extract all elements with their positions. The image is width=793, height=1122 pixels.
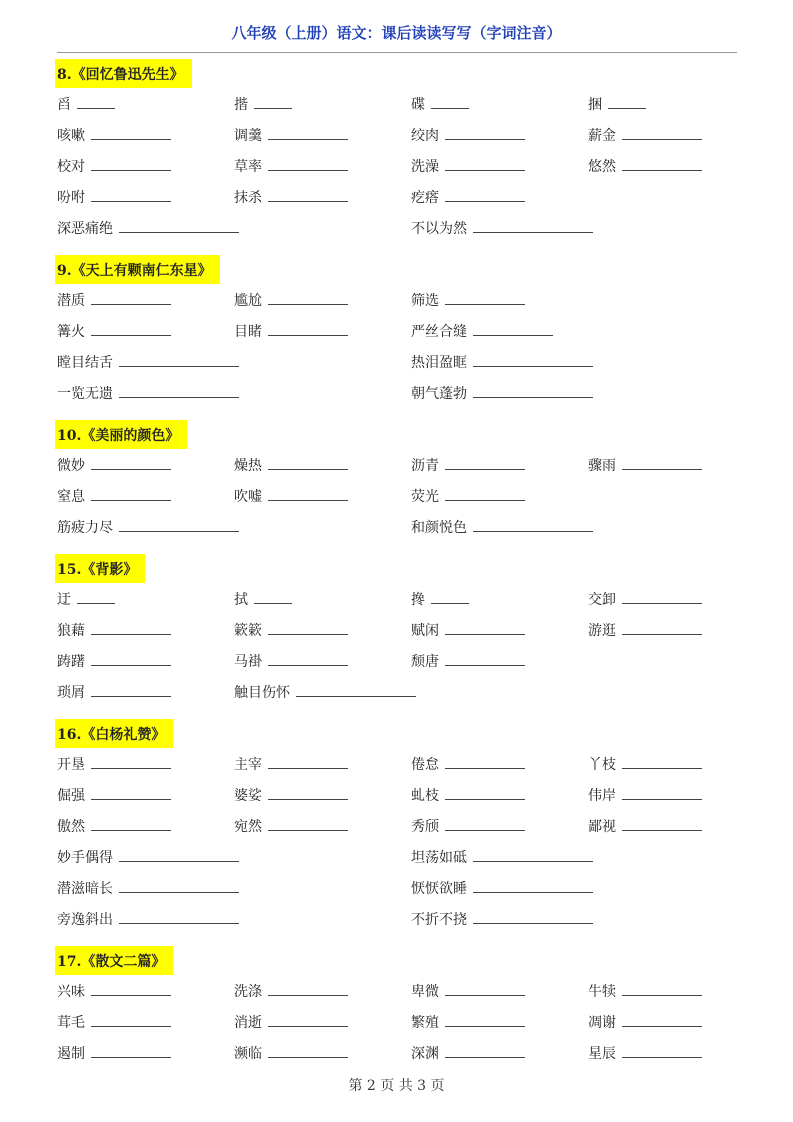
vocab-item (234, 187, 348, 207)
pinyin-answer-blank[interactable] (268, 321, 348, 336)
vocab-item (588, 981, 702, 1001)
vocab-word: 傲然 (57, 819, 85, 835)
pinyin-answer-blank[interactable] (622, 816, 702, 831)
vocab-item (411, 517, 593, 537)
pinyin-answer-blank[interactable] (91, 816, 171, 831)
pinyin-answer-blank[interactable] (254, 589, 292, 604)
vocab-word: 调羹 (234, 128, 262, 144)
vocab-item (234, 156, 348, 176)
vocab-word: 兴味 (57, 984, 85, 1000)
vocab-word: 燥热 (234, 458, 262, 474)
pinyin-answer-blank[interactable] (268, 156, 348, 171)
pinyin-answer-blank[interactable] (445, 486, 525, 501)
vocab-item (57, 486, 171, 506)
vocab-word: 潜质 (57, 293, 85, 309)
word-row (57, 517, 737, 548)
vocab-item (57, 455, 171, 475)
word-row (57, 847, 737, 878)
vocab-word: 游逛 (588, 623, 616, 639)
pinyin-answer-blank[interactable] (431, 94, 469, 109)
vocab-item (588, 1043, 702, 1063)
lesson-section (57, 554, 737, 713)
vocab-word: 虬枝 (411, 788, 439, 804)
vocab-word: 卑微 (411, 984, 439, 1000)
vocab-word: 洗涤 (234, 984, 262, 1000)
vocab-item (588, 156, 702, 176)
pinyin-answer-blank[interactable] (473, 517, 593, 532)
vocab-word: 碟 (411, 97, 425, 113)
word-row (57, 620, 737, 651)
pinyin-answer-blank[interactable] (296, 682, 416, 697)
vocab-item (588, 816, 702, 836)
vocab-word: 筛选 (411, 293, 439, 309)
vocab-word: 凋谢 (588, 1015, 616, 1031)
pinyin-answer-blank[interactable] (268, 651, 348, 666)
section-title: 16.《白杨礼赞》 (55, 719, 173, 748)
vocab-word: 尴尬 (234, 293, 262, 309)
vocab-word: 狼藉 (57, 623, 85, 639)
vocab-word: 旁逸斜出 (57, 912, 113, 928)
pinyin-answer-blank[interactable] (473, 352, 593, 367)
word-row (57, 218, 737, 249)
vocab-item (57, 589, 115, 609)
section-title: 9.《天上有颗南仁东星》 (55, 255, 220, 284)
word-row (57, 909, 737, 940)
vocab-item (57, 651, 171, 671)
vocab-item (234, 785, 348, 805)
vocab-word: 疙瘩 (411, 190, 439, 206)
vocab-word: 洗澡 (411, 159, 439, 175)
section-title: 10.《美丽的颜色》 (55, 420, 187, 449)
pinyin-answer-blank[interactable] (91, 754, 171, 769)
vocab-word: 鄙视 (588, 819, 616, 835)
vocab-word: 濒临 (234, 1046, 262, 1062)
vocab-word: 薪金 (588, 128, 616, 144)
section-title: 8.《回忆鲁迅先生》 (55, 59, 192, 88)
pinyin-answer-blank[interactable] (119, 878, 239, 893)
pinyin-answer-blank[interactable] (268, 187, 348, 202)
pinyin-answer-blank[interactable] (268, 620, 348, 635)
header-divider (57, 52, 737, 53)
vocab-item (588, 589, 702, 609)
vocab-item (411, 816, 525, 836)
vocab-item (57, 878, 239, 898)
pinyin-answer-blank[interactable] (268, 455, 348, 470)
pinyin-answer-blank[interactable] (622, 981, 702, 996)
vocab-word: 伟岸 (588, 788, 616, 804)
vocab-word: 舀 (57, 97, 71, 113)
lesson-section (57, 59, 737, 249)
vocab-word: 不折不挠 (411, 912, 467, 928)
vocab-word: 校对 (57, 159, 85, 175)
pinyin-answer-blank[interactable] (622, 620, 702, 635)
lesson-section (57, 255, 737, 414)
pinyin-answer-blank[interactable] (622, 754, 702, 769)
pinyin-answer-blank[interactable] (91, 125, 171, 140)
pinyin-answer-blank[interactable] (445, 290, 525, 305)
vocab-word: 搀 (411, 592, 425, 608)
vocab-word: 簌簌 (234, 623, 262, 639)
word-row (57, 1043, 737, 1074)
lesson-section (57, 946, 737, 1074)
vocab-word: 迂 (57, 592, 71, 608)
vocab-item (57, 125, 171, 145)
vocab-word: 倔强 (57, 788, 85, 804)
word-row (57, 290, 737, 321)
lesson-section (57, 719, 737, 940)
vocab-word: 荧光 (411, 489, 439, 505)
vocab-item (411, 321, 553, 341)
pinyin-answer-blank[interactable] (473, 321, 553, 336)
vocab-word: 悠然 (588, 159, 616, 175)
word-row (57, 878, 737, 909)
word-row (57, 816, 737, 847)
pinyin-answer-blank[interactable] (91, 486, 171, 501)
pinyin-answer-blank[interactable] (445, 125, 525, 140)
vocab-word: 主宰 (234, 757, 262, 773)
pinyin-answer-blank[interactable] (91, 651, 171, 666)
vocab-word: 赋闲 (411, 623, 439, 639)
vocab-item (411, 290, 525, 310)
pinyin-answer-blank[interactable] (445, 1043, 525, 1058)
vocab-word: 草率 (234, 159, 262, 175)
vocab-item (57, 620, 171, 640)
vocab-word: 微妙 (57, 458, 85, 474)
worksheet-content (57, 59, 737, 1080)
vocab-item (411, 218, 593, 238)
vocab-word: 茸毛 (57, 1015, 85, 1031)
word-row (57, 125, 737, 156)
pinyin-answer-blank[interactable] (431, 589, 469, 604)
vocab-word: 窒息 (57, 489, 85, 505)
vocab-word: 严丝合缝 (411, 324, 467, 340)
pinyin-answer-blank[interactable] (622, 1012, 702, 1027)
pinyin-answer-blank[interactable] (445, 620, 525, 635)
pinyin-answer-blank[interactable] (268, 785, 348, 800)
vocab-word: 坦荡如砥 (411, 850, 467, 866)
vocab-item (57, 352, 239, 372)
pinyin-answer-blank[interactable] (622, 125, 702, 140)
section-title: 15.《背影》 (55, 554, 145, 583)
vocab-item (411, 909, 593, 929)
vocab-item (588, 125, 702, 145)
word-row (57, 156, 737, 187)
word-row (57, 754, 737, 785)
vocab-item (234, 589, 292, 609)
pinyin-answer-blank[interactable] (268, 816, 348, 831)
word-row (57, 981, 737, 1012)
vocab-word: 不以为然 (411, 221, 467, 237)
vocab-word: 拭 (234, 592, 248, 608)
vocab-item (411, 981, 525, 1001)
vocab-item (234, 125, 348, 145)
vocab-word: 沥青 (411, 458, 439, 474)
vocab-item (411, 94, 469, 114)
vocab-item (411, 754, 525, 774)
vocab-item (57, 847, 239, 867)
vocab-item (57, 187, 171, 207)
pinyin-answer-blank[interactable] (445, 1012, 525, 1027)
vocab-item (57, 218, 239, 238)
pinyin-answer-blank[interactable] (91, 1043, 171, 1058)
pinyin-answer-blank[interactable] (445, 651, 525, 666)
vocab-word: 筋疲力尽 (57, 520, 113, 536)
vocab-item (588, 620, 702, 640)
vocab-word: 吩咐 (57, 190, 85, 206)
word-row (57, 383, 737, 414)
page-header: 八年级（上册）语文：课后读读写写（字词注音） (231, 24, 562, 42)
vocab-item (57, 754, 171, 774)
pinyin-answer-blank[interactable] (473, 218, 593, 233)
pinyin-answer-blank[interactable] (91, 981, 171, 996)
vocab-item (588, 785, 702, 805)
pinyin-answer-blank[interactable] (91, 290, 171, 305)
vocab-word: 瞠目结舌 (57, 355, 113, 371)
vocab-item (411, 455, 525, 475)
pinyin-answer-blank[interactable] (622, 1043, 702, 1058)
vocab-item (234, 321, 348, 341)
pinyin-answer-blank[interactable] (77, 94, 115, 109)
vocab-word: 颓唐 (411, 654, 439, 670)
pinyin-answer-blank[interactable] (91, 682, 171, 697)
pinyin-answer-blank[interactable] (119, 218, 239, 233)
pinyin-answer-blank[interactable] (608, 94, 646, 109)
pinyin-answer-blank[interactable] (473, 847, 593, 862)
vocab-word: 捆 (588, 97, 602, 113)
vocab-word: 马褂 (234, 654, 262, 670)
pinyin-answer-blank[interactable] (268, 981, 348, 996)
vocab-word: 牛犊 (588, 984, 616, 1000)
vocab-item (234, 1043, 348, 1063)
word-row (57, 352, 737, 383)
vocab-item (57, 321, 171, 341)
pinyin-answer-blank[interactable] (268, 125, 348, 140)
vocab-word: 丫枝 (588, 757, 616, 773)
vocab-item (411, 352, 593, 372)
page-footer: 第 2 页 共 3 页 (348, 1078, 445, 1094)
vocab-word: 吹嘘 (234, 489, 262, 505)
vocab-word: 星辰 (588, 1046, 616, 1062)
vocab-word: 热泪盈眶 (411, 355, 467, 371)
vocab-word: 咳嗽 (57, 128, 85, 144)
vocab-word: 倦怠 (411, 757, 439, 773)
pinyin-answer-blank[interactable] (268, 1043, 348, 1058)
vocab-word: 消逝 (234, 1015, 262, 1031)
pinyin-answer-blank[interactable] (445, 455, 525, 470)
vocab-item (588, 1012, 702, 1032)
vocab-item (57, 816, 171, 836)
pinyin-answer-blank[interactable] (119, 847, 239, 862)
vocab-item (588, 754, 702, 774)
vocab-item (57, 94, 115, 114)
vocab-item (411, 1043, 525, 1063)
pinyin-answer-blank[interactable] (119, 909, 239, 924)
vocab-item (411, 589, 469, 609)
vocab-word: 绞肉 (411, 128, 439, 144)
vocab-item (411, 187, 525, 207)
vocab-word: 交卸 (588, 592, 616, 608)
pinyin-answer-blank[interactable] (77, 589, 115, 604)
vocab-word: 潜滋暗长 (57, 881, 113, 897)
vocab-word: 朝气蓬勃 (411, 386, 467, 402)
vocab-item (411, 486, 525, 506)
vocab-item (411, 878, 593, 898)
pinyin-answer-blank[interactable] (622, 785, 702, 800)
pinyin-answer-blank[interactable] (91, 187, 171, 202)
vocab-word: 开垦 (57, 757, 85, 773)
section-title: 17.《散文二篇》 (55, 946, 173, 975)
vocab-item (57, 383, 239, 403)
vocab-item (411, 383, 593, 403)
vocab-word: 抹杀 (234, 190, 262, 206)
vocab-word: 宛然 (234, 819, 262, 835)
vocab-word: 深恶痛绝 (57, 221, 113, 237)
vocab-word: 骤雨 (588, 458, 616, 474)
vocab-word: 秀颀 (411, 819, 439, 835)
vocab-item (57, 1043, 171, 1063)
pinyin-answer-blank[interactable] (91, 455, 171, 470)
pinyin-answer-blank[interactable] (622, 455, 702, 470)
pinyin-answer-blank[interactable] (473, 878, 593, 893)
pinyin-answer-blank[interactable] (91, 785, 171, 800)
pinyin-answer-blank[interactable] (445, 187, 525, 202)
vocab-item (411, 125, 525, 145)
vocab-word: 繁殖 (411, 1015, 439, 1031)
pinyin-answer-blank[interactable] (91, 156, 171, 171)
vocab-word: 篝火 (57, 324, 85, 340)
word-row (57, 682, 737, 713)
vocab-item (411, 1012, 525, 1032)
word-row (57, 651, 737, 682)
vocab-item (411, 620, 525, 640)
word-row (57, 321, 737, 352)
vocab-word: 深渊 (411, 1046, 439, 1062)
vocab-item (234, 1012, 348, 1032)
word-row (57, 455, 737, 486)
pinyin-answer-blank[interactable] (473, 383, 593, 398)
vocab-item (234, 981, 348, 1001)
pinyin-answer-blank[interactable] (119, 517, 239, 532)
vocab-item (588, 94, 646, 114)
vocab-word: 触目伤怀 (234, 685, 290, 701)
pinyin-answer-blank[interactable] (119, 352, 239, 367)
vocab-word: 和颜悦色 (411, 520, 467, 536)
pinyin-answer-blank[interactable] (254, 94, 292, 109)
lesson-section (57, 420, 737, 548)
pinyin-answer-blank[interactable] (268, 290, 348, 305)
vocab-word: 目睹 (234, 324, 262, 340)
vocab-word: 一览无遗 (57, 386, 113, 402)
pinyin-answer-blank[interactable] (445, 156, 525, 171)
word-row (57, 589, 737, 620)
vocab-item (57, 909, 239, 929)
vocab-item (57, 1012, 171, 1032)
vocab-word: 妙手偶得 (57, 850, 113, 866)
vocab-word: 恹恹欲睡 (411, 881, 467, 897)
vocab-item (57, 785, 171, 805)
pinyin-answer-blank[interactable] (268, 486, 348, 501)
pinyin-answer-blank[interactable] (445, 816, 525, 831)
word-row (57, 94, 737, 125)
vocab-item (411, 785, 525, 805)
vocab-item (234, 754, 348, 774)
vocab-item (57, 517, 239, 537)
vocab-word: 婆娑 (234, 788, 262, 804)
pinyin-answer-blank[interactable] (119, 383, 239, 398)
pinyin-answer-blank[interactable] (445, 754, 525, 769)
vocab-item (411, 651, 525, 671)
vocab-item (234, 290, 348, 310)
pinyin-answer-blank[interactable] (91, 1012, 171, 1027)
pinyin-answer-blank[interactable] (445, 981, 525, 996)
vocab-item (234, 620, 348, 640)
vocab-item (411, 156, 525, 176)
vocab-item (588, 455, 702, 475)
pinyin-answer-blank[interactable] (268, 754, 348, 769)
pinyin-answer-blank[interactable] (622, 589, 702, 604)
pinyin-answer-blank[interactable] (473, 909, 593, 924)
word-row (57, 1012, 737, 1043)
word-row (57, 785, 737, 816)
vocab-item (234, 455, 348, 475)
pinyin-answer-blank[interactable] (445, 785, 525, 800)
vocab-item (411, 847, 593, 867)
vocab-item (57, 981, 171, 1001)
vocab-item (57, 290, 171, 310)
vocab-item (234, 682, 416, 702)
pinyin-answer-blank[interactable] (91, 321, 171, 336)
word-row (57, 187, 737, 218)
vocab-word: 揩 (234, 97, 248, 113)
pinyin-answer-blank[interactable] (268, 1012, 348, 1027)
vocab-word: 踌躇 (57, 654, 85, 670)
vocab-word: 琐屑 (57, 685, 85, 701)
vocab-item (234, 816, 348, 836)
vocab-word: 遏制 (57, 1046, 85, 1062)
vocab-item (234, 94, 292, 114)
vocab-item (234, 651, 348, 671)
vocab-item (57, 156, 171, 176)
vocab-item (234, 486, 348, 506)
pinyin-answer-blank[interactable] (91, 620, 171, 635)
word-row (57, 486, 737, 517)
vocab-item (57, 682, 171, 702)
pinyin-answer-blank[interactable] (622, 156, 702, 171)
